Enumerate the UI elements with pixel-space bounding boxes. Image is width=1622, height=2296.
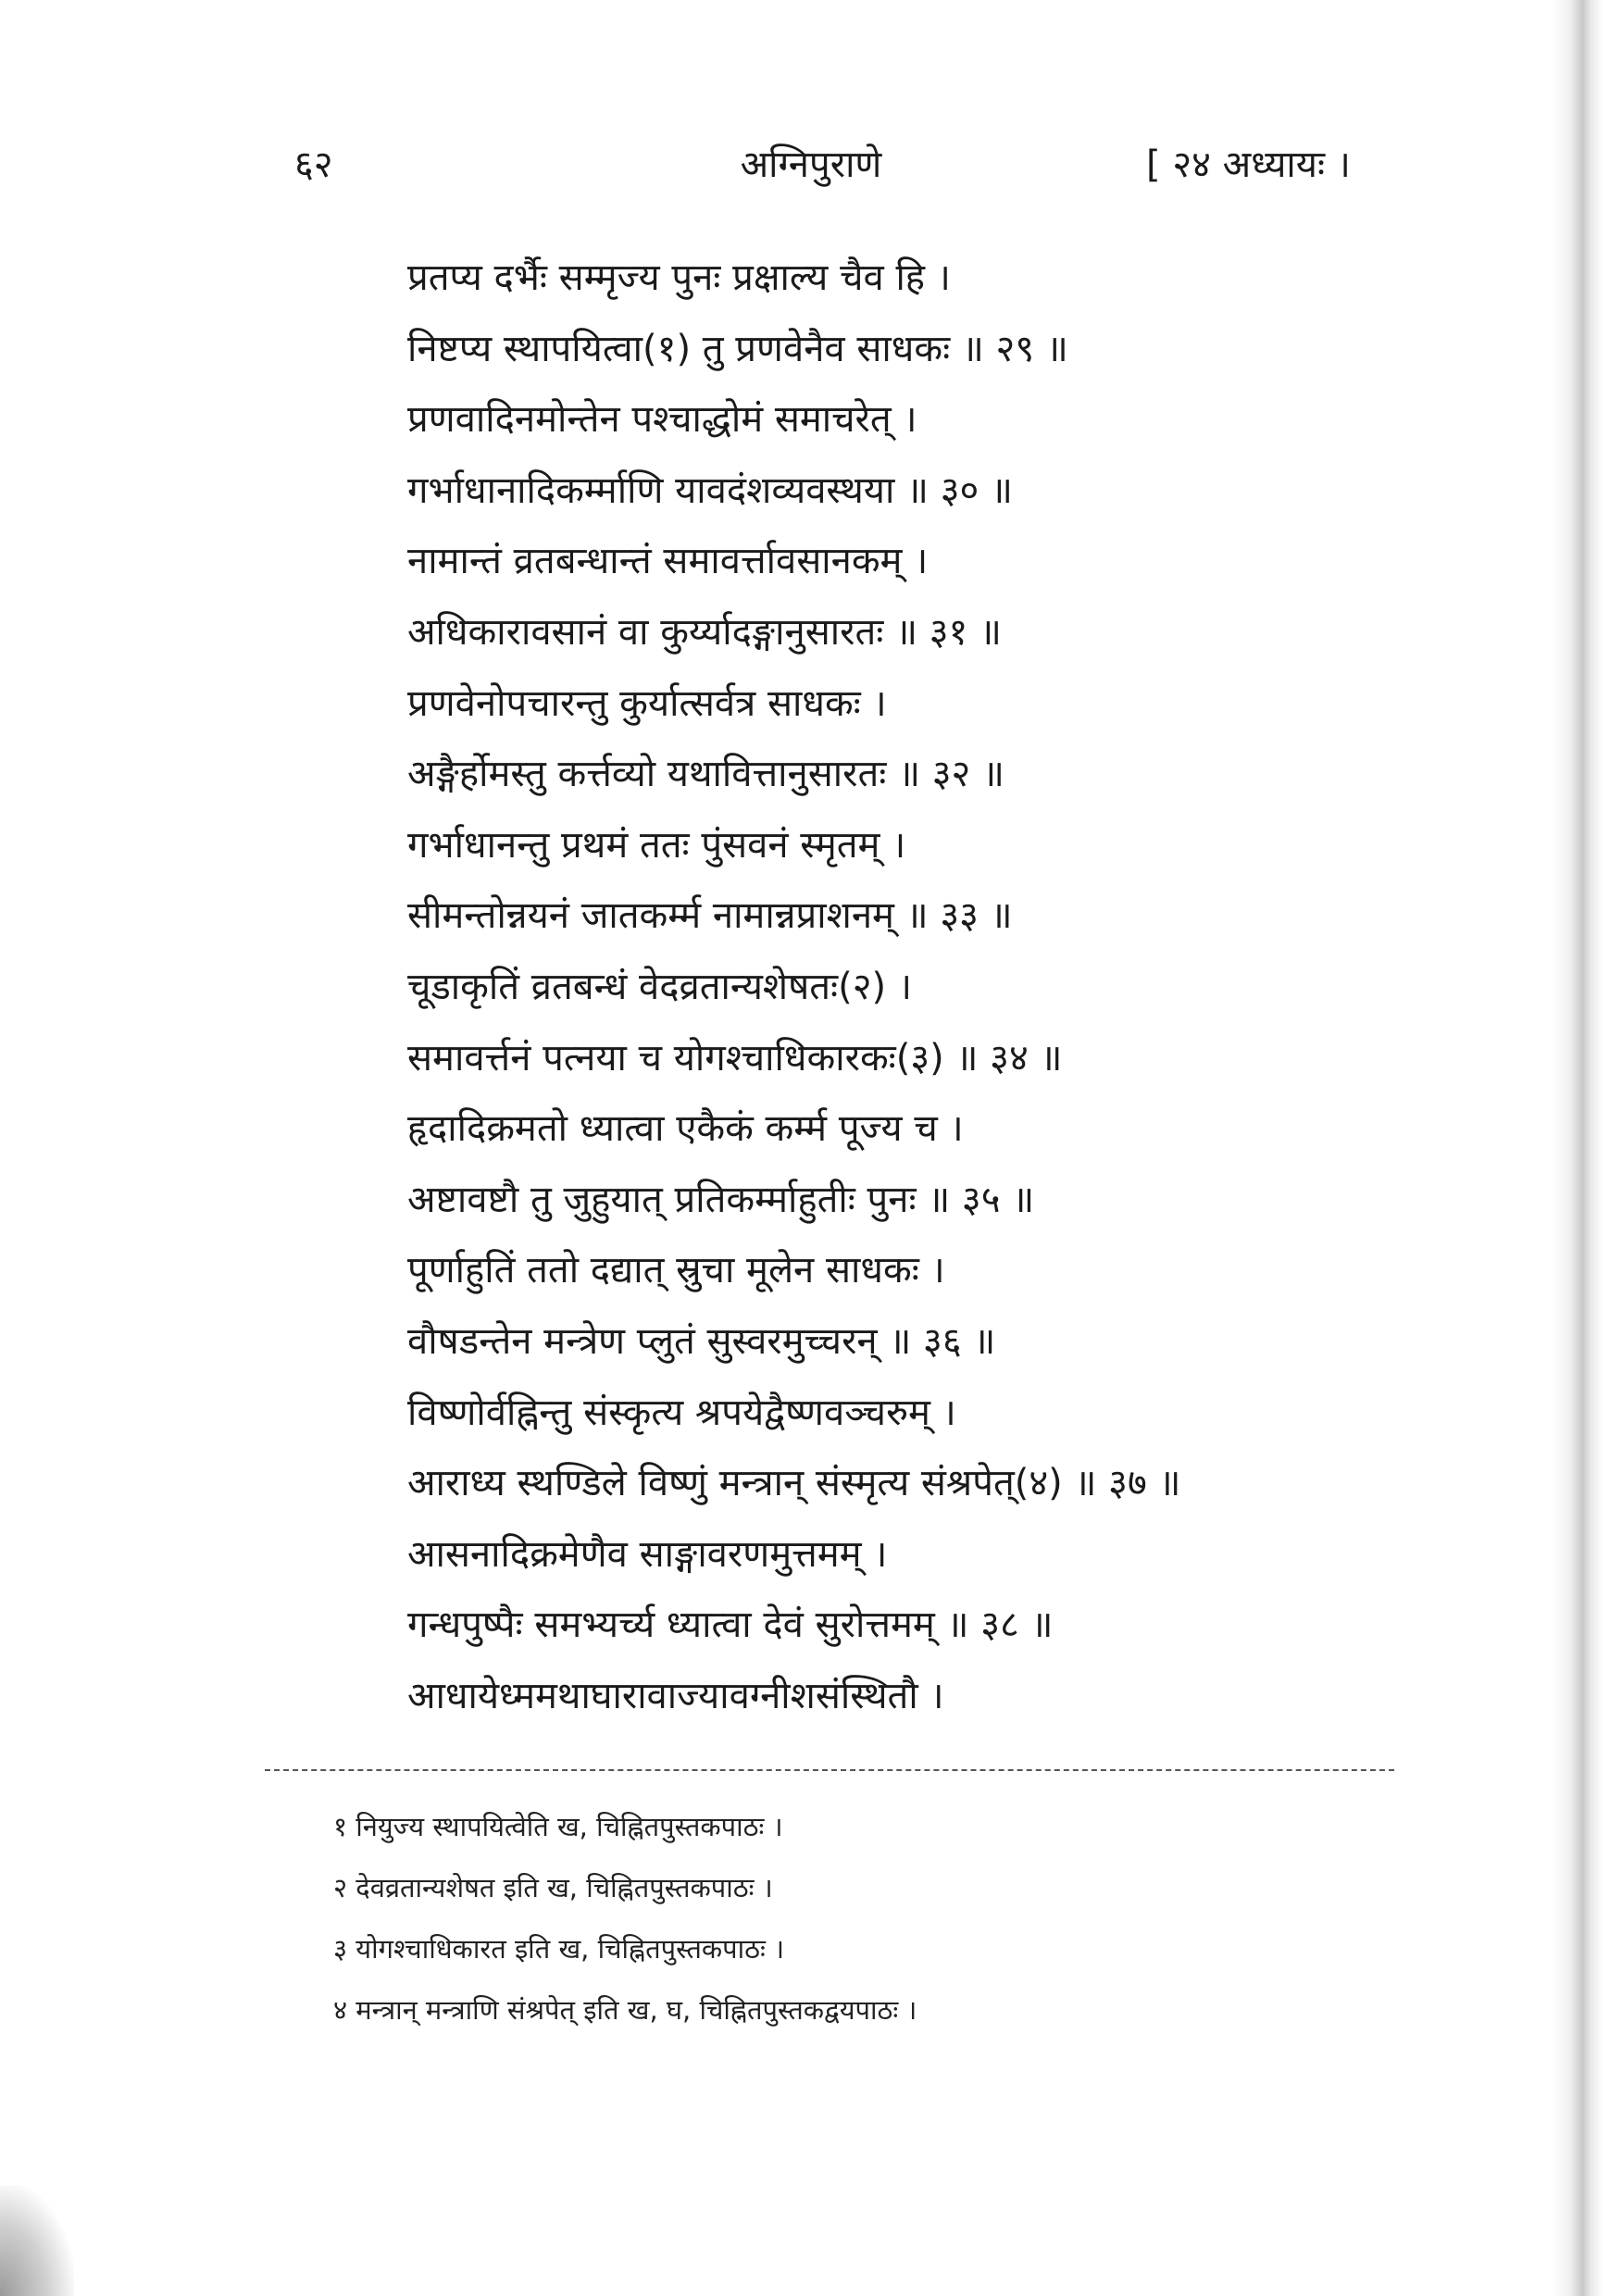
verse-line: आसनादिक्रमेणैव साङ्गावरणमुत्तमम् । xyxy=(407,1532,888,1576)
footnote: १ नियुज्य स्थापयित्वेति ख, चिह्नितपुस्तकपाठः । xyxy=(333,1811,783,1842)
verse-line: निष्टप्य स्थापयित्वा(१) तु प्रणवेनैव साधकः ॥ २९ ॥ xyxy=(407,327,1068,370)
scan-corner-shadow xyxy=(0,2185,74,2296)
verse-line: पूर्णाहुतिं ततो दद्यात् स्रुचा मूलेन साधकः । xyxy=(407,1249,945,1292)
page-binding-edge xyxy=(1552,0,1603,2296)
page-number: ६२ xyxy=(294,144,333,186)
verse-line: वौषडन्तेन मन्त्रेण प्लुतं सुस्वरमुच्चरन् ॥ ३६ ॥ xyxy=(407,1319,996,1363)
verse-line: प्रणवादिनमोन्तेन पश्चाद्धोमं समाचरेत् । xyxy=(407,398,917,442)
footnotes-block xyxy=(333,1796,1352,2040)
verse-line: गर्भाधानन्तु प्रथमं ततः पुंसवनं स्मृतम् । xyxy=(407,823,906,867)
footnote: ४ मन्त्रान् मन्त्राणि संश्रपेत् इति ख, घ, चिह्नितपुस्तकद्वयपाठः । xyxy=(333,1994,917,2026)
verse-line: गन्धपुष्पैः समभ्यर्च्य ध्यात्वा देवं सुरोत्तमम् ॥ ३८ ॥ xyxy=(407,1603,1054,1647)
verse-block xyxy=(407,243,1463,1731)
verse-line: नामान्तं व्रतबन्धान्तं समावर्त्तावसानकम् । xyxy=(407,540,929,583)
verse-line: अधिकारावसानं वा कुर्य्यादङ्गानुसारतः ॥ ३१ ॥ xyxy=(407,610,1003,654)
verse-line: सीमन्तोन्नयनं जातकर्म्म नामान्नप्राशनम् ॥ ३३ ॥ xyxy=(407,894,1013,938)
verse-line: प्रणवेनोपचारन्तु कुर्यात्सर्वत्र साधकः । xyxy=(407,681,887,725)
verse-line: अष्टावष्टौ तु जुहुयात् प्रतिकर्म्माहुतीः पुनः ॥ ३५ ॥ xyxy=(407,1178,1035,1221)
footnote-divider xyxy=(265,1769,1394,1771)
running-header xyxy=(0,137,1622,193)
verse-line: आराध्य स्थण्डिले विष्णुं मन्त्रान् संस्मृत्य संश्रपेत्(४) ॥ ३७ ॥ xyxy=(407,1462,1181,1505)
book-title: अग्निपुराणे xyxy=(740,144,882,186)
verse-line: विष्णोर्वह्निन्तु संस्कृत्य श्रपयेद्वैष्णवञ्चरुम् । xyxy=(407,1391,956,1434)
verse-line: अङ्गैर्होमस्तु कर्त्तव्यो यथावित्तानुसारतः ॥ ३२ ॥ xyxy=(407,753,1005,796)
verse-line: चूडाकृतिं व्रतबन्धं वेदव्रतान्यशेषतः(२) । xyxy=(407,965,912,1008)
footnote: ३ योगश्चाधिकारत इति ख, चिह्नितपुस्तकपाठः । xyxy=(333,1933,785,1965)
verse-line: हृदादिक्रमतो ध्यात्वा एकैकं कर्म्म पूज्य च । xyxy=(407,1107,964,1151)
verse-line: समावर्त्तनं पत्नया च योगश्चाधिकारकः(३) ॥ ३४ ॥ xyxy=(407,1036,1063,1079)
chapter-label: [ २४ अध्यायः । xyxy=(1146,144,1351,186)
verse-line: प्रतप्य दर्भैः सम्मृज्य पुनः प्रक्षाल्य चैव हि । xyxy=(407,256,951,299)
verse-line: आधायेध्ममथाघारावाज्यावग्नीशसंस्थितौ । xyxy=(407,1674,944,1717)
verse-line: गर्भाधानादिकर्म्माणि यावदंशव्यवस्थया ॥ ३० ॥ xyxy=(407,468,1013,512)
footnote: २ देवव्रतान्यशेषत इति ख, चिह्नितपुस्तकपाठः । xyxy=(333,1872,773,1903)
